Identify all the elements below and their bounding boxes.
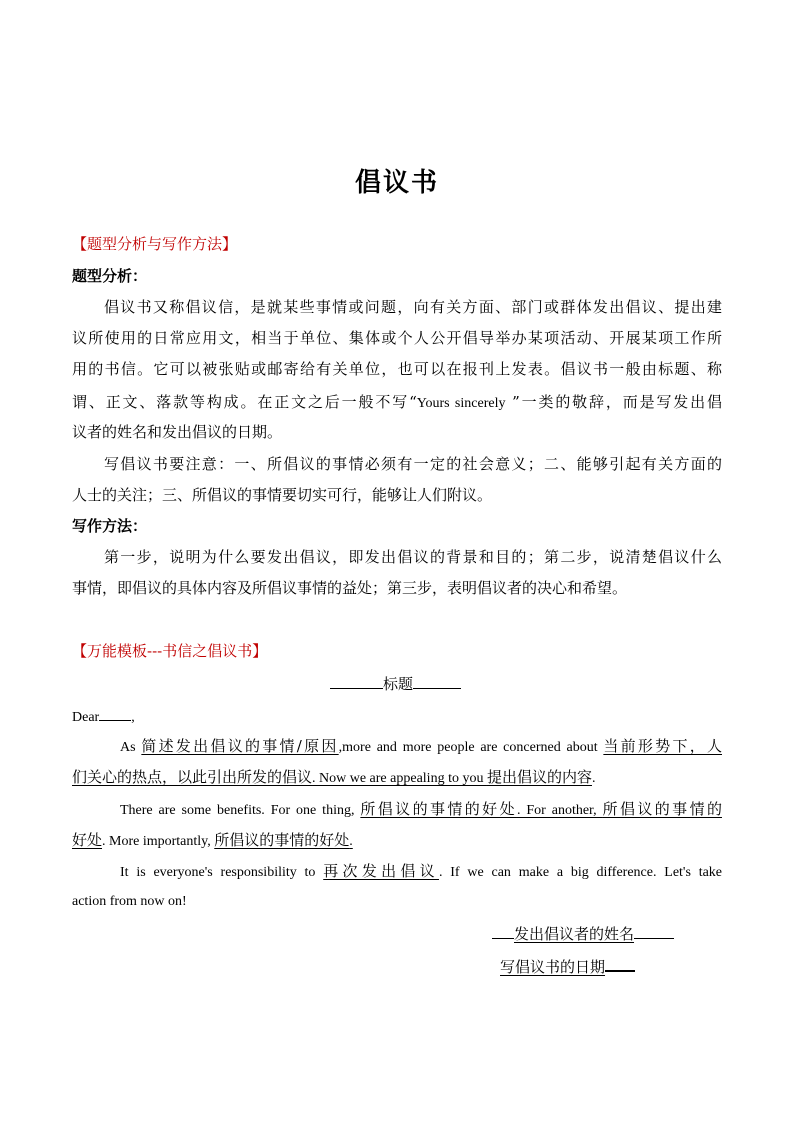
analysis-paragraph-line: 人士的关注；三、所倡议的事情要切实可行，能够让人们附议。 [72,486,493,504]
template-body-line: 们关心的热点，以此引出所发的倡议. Now we are appealing to you 提出倡议的内容. [72,768,596,786]
template-body-line: It is everyone's responsibility to 再次发出倡议. If we can make a big difference. Let's take [120,862,723,880]
template-body-line: 好处. More importantly, 所倡议的事情的好处. [72,831,353,849]
analysis-paragraph-line: 倡议书又称倡议信，是就某些事情或问题，向有关方面、部门或群体发出倡议、提出建 [104,298,722,316]
analysis-paragraph-line: 议所使用的日常应用文，相当于单位、集体或个人公开倡导举办某项活动、开展某项工作所 [72,329,722,347]
analysis-heading: 题型分析： [72,267,148,285]
analysis-paragraph-line: 谓、正文、落款等构成。在正文之后一般不写“Yours sincerely ”一类的敬辞，而是写发出倡 [72,393,723,411]
template-title-line [330,673,530,694]
method-paragraph-line: 事情，即倡议的具体内容及所倡议事情的益处；第三步，表明倡议者的决心和希望。 [72,579,628,597]
method-heading: 写作方法： [72,517,148,535]
analysis-paragraph-line: 议者的姓名和发出倡议的日期。 [72,423,283,441]
template-signature-name: 发出倡议者的姓名 [492,923,692,944]
template-body-line: action from now on! [72,894,187,909]
section-header-analysis: 【题型分析与写作方法】 [72,235,238,253]
analysis-paragraph-line: 写倡议书要注意：一、所倡议的事情必须有一定的社会意义；二、能够引起有关方面的 [104,455,722,473]
template-body-line: As 简述发出倡议的事情/原因,more and more people are concerned about 当前形势下，人 [120,737,722,755]
template-body-line: There are some benefits. For one thing, 所倡议的事情的好处. For another, 所倡议的事情的 [120,800,722,818]
page-title: 倡议书 [354,168,439,198]
method-paragraph-line: 第一步，说明为什么要发出倡议，即发出倡议的背景和目的；第二步，说清楚倡议什么 [104,548,722,566]
template-title-label: 标题 [383,675,414,693]
section-header-template: 【万能模板---书信之倡议书】 [72,642,268,660]
template-salutation: Dear , [72,705,722,728]
analysis-paragraph-line: 用的书信。它可以被张贴或邮寄给有关单位，也可以在报刊上发表。倡议书一般由标题、称 [72,360,722,378]
template-signature-date: 写倡议书的日期 [500,955,700,977]
